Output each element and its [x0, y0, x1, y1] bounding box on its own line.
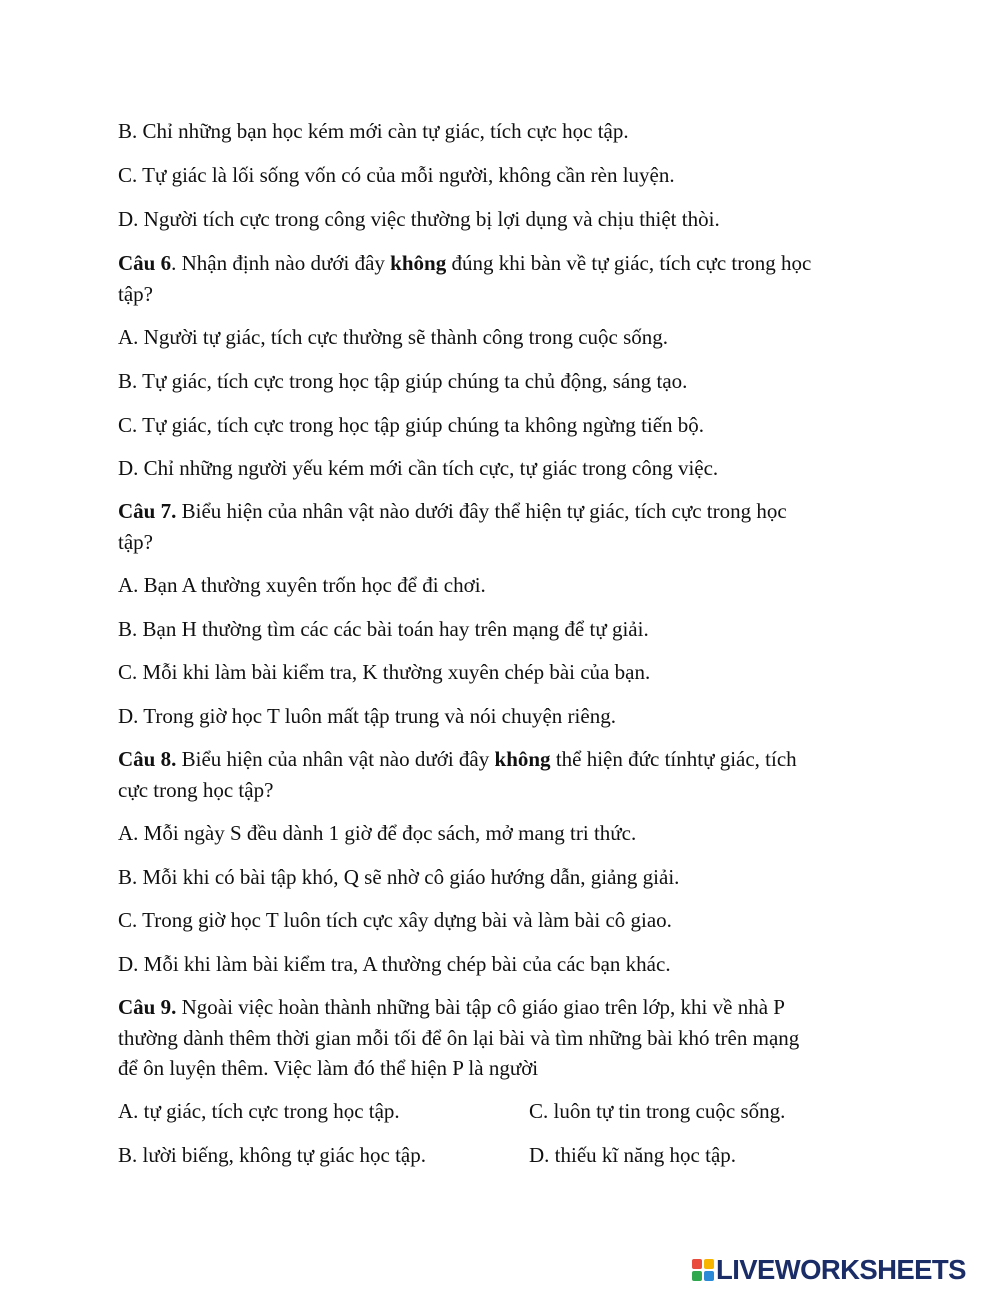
q7-option-b: B. Bạn H thường tìm các các bài toán hay trên mạng để tự giải.	[118, 617, 649, 641]
q9-option-c: C. luôn tự tin trong cuộc sống.	[529, 1099, 786, 1123]
q5-option-b: B. Chỉ những bạn học kém mới càn tự giác, tích cực học tập.	[118, 119, 629, 143]
q6-option-a: A. Người tự giác, tích cực thường sẽ thành công trong cuộc sống.	[118, 325, 669, 349]
q6-question-cont: tập?	[118, 282, 153, 306]
q9-label: Câu 9.	[118, 995, 177, 1019]
q9-question	[118, 992, 785, 1022]
q9-text-post: Ngoài việc hoàn thành những bài tập cô giáo giao trên lớp, khi về nhà P	[176, 995, 785, 1019]
q6-label: Câu 6	[118, 251, 172, 275]
liveworksheets-logo-icon	[692, 1259, 714, 1281]
q7-option-d: D. Trong giờ học T luôn mất tập trung và nói chuyện riêng.	[118, 704, 616, 728]
q9-option-d: D. thiếu kĩ năng học tập.	[529, 1143, 737, 1167]
q8-keyword: không	[494, 747, 551, 771]
q6-text-pre: . Nhận định nào dưới đây	[171, 251, 391, 275]
q6-keyword: không	[390, 251, 447, 275]
q9-question-cont-1: thường dành thêm thời gian mỗi tối để ôn lại bài và tìm những bài khó trên mạng	[118, 1026, 800, 1050]
q7-label: Câu 7.	[118, 499, 177, 523]
q9-option-a: A. tự giác, tích cực trong học tập.	[118, 1099, 400, 1123]
q8-question	[118, 744, 797, 774]
q7-option-a: A. Bạn A thường xuyên trốn học để đi chơi.	[118, 573, 486, 597]
q9-option-b: B. lười biếng, không tự giác học tập.	[118, 1143, 426, 1167]
liveworksheets-logo	[692, 1253, 966, 1287]
liveworksheets-brand-text: LIVEWORKSHEETS	[716, 1254, 966, 1285]
q7-text-post: Biểu hiện của nhân vật nào dưới đây thể hiện tự giác, tích cực trong học	[176, 499, 787, 523]
q5-option-c: C. Tự giác là lối sống vốn có của mỗi người, không cần rèn luyện.	[118, 163, 675, 187]
q8-option-a: A. Mỗi ngày S đều dành 1 giờ để đọc sách, mở mang tri thức.	[118, 821, 637, 845]
q8-question-cont: cực trong học tập?	[118, 778, 274, 802]
q6-option-c: C. Tự giác, tích cực trong học tập giúp chúng ta không ngừng tiến bộ.	[118, 413, 705, 437]
q8-option-d: D. Mỗi khi làm bài kiểm tra, A thường chép bài của các bạn khác.	[118, 952, 671, 976]
q8-text-post: thể hiện đức tínhtự giác, tích	[550, 747, 797, 771]
q8-label: Câu 8.	[118, 747, 177, 771]
q7-question	[118, 496, 787, 526]
q5-option-d: D. Người tích cực trong công việc thường bị lợi dụng và chịu thiệt thòi.	[118, 207, 720, 231]
q7-question-cont: tập?	[118, 530, 153, 554]
q9-question-cont-2: để ôn luyện thêm. Việc làm đó thể hiện P là người	[118, 1056, 539, 1080]
q6-option-d: D. Chỉ những người yếu kém mới cần tích cực, tự giác trong công việc.	[118, 456, 719, 480]
q7-option-c: C. Mỗi khi làm bài kiểm tra, K thường xuyên chép bài của bạn.	[118, 660, 651, 684]
q6-question	[118, 248, 811, 278]
q6-option-b: B. Tự giác, tích cực trong học tập giúp chúng ta chủ động, sáng tạo.	[118, 369, 688, 393]
q6-text-post: đúng khi bàn về tự giác, tích cực trong học	[446, 251, 812, 275]
q8-option-b: B. Mỗi khi có bài tập khó, Q sẽ nhờ cô giáo hướng dẫn, giảng giải.	[118, 865, 680, 889]
q8-text-pre: Biểu hiện của nhân vật nào dưới đây	[176, 747, 495, 771]
q9-answer-row-1	[118, 1096, 400, 1126]
q8-option-c: C. Trong giờ học T luôn tích cực xây dựng bài và làm bài cô giao.	[118, 908, 672, 932]
